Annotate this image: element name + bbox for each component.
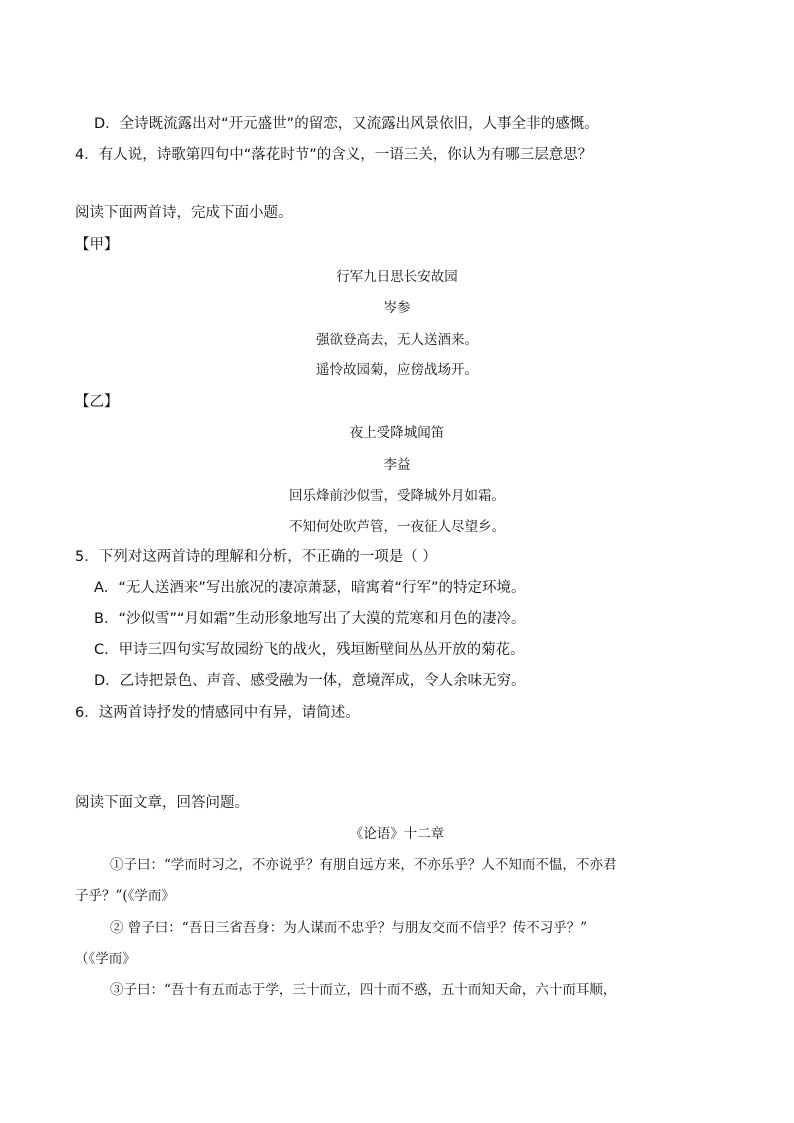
q5-option-d: D．乙诗把景色、声音、感受融为一体，意境浑成，令人余味无穷。 bbox=[94, 673, 526, 689]
lunyu-title: 《论语》十二章 bbox=[349, 826, 445, 842]
poem-jia-line-1: 强欲登高去，无人送酒来。 bbox=[316, 332, 478, 348]
poem-jia-author: 岑参 bbox=[383, 300, 411, 316]
poem-jia-title: 行军九日思长安故园 bbox=[336, 269, 458, 285]
poem-yi-title: 夜上受降城闻笛 bbox=[349, 425, 445, 441]
poem-yi-line-2: 不知何处吹芦管，一夜征人尽望乡。 bbox=[289, 519, 505, 535]
lunyu-p1-line-1: ①子曰：“学而时习之，不亦说乎？有朋自远方来，不亦乐乎？人不知而不愠，不亦君 bbox=[110, 857, 617, 873]
q5-option-a: A．“无人送酒来”写出旅况的凄凉萧瑟，暗寓着“行军”的特定环境。 bbox=[94, 580, 526, 596]
q5-option-c: C．甲诗三四句实写故园纷飞的战火，残垣断壁间丛丛开放的菊花。 bbox=[94, 642, 525, 658]
question-4: 4．有人说，诗歌第四句中“落花时节”的含义，一语三关，你认为有哪三层意思？ bbox=[75, 147, 593, 163]
lunyu-p2-line-2: （《学而》 bbox=[75, 951, 136, 967]
poem-yi-marker: 【乙】 bbox=[75, 394, 119, 410]
section-3-intro: 阅读下面文章，回答问题。 bbox=[75, 795, 249, 811]
lunyu-p2-line-1: ② 曾子曰：“吾日三省吾身：为人谋而不忠乎？与朋友交而不信乎？传不习乎？” bbox=[110, 920, 588, 936]
question-6: 6．这两首诗抒发的情感同中有异，请简述。 bbox=[75, 705, 360, 721]
lunyu-p1-line-2: 子乎？”(《学而》 bbox=[75, 888, 175, 904]
section-2-intro: 阅读下面两首诗，完成下面小题。 bbox=[75, 205, 293, 221]
q3-option-d: D．全诗既流露出对“开元盛世”的留恋，又流露出风景依旧，人事全非的感慨。 bbox=[94, 116, 599, 132]
poem-yi-line-1: 回乐烽前沙似雪，受降城外月如霜。 bbox=[289, 488, 505, 504]
question-5-stem: 5．下列对这两首诗的理解和分析，不正确的一项是（ ） bbox=[75, 549, 437, 565]
poem-jia-line-2: 遥怜故园菊，应傍战场开。 bbox=[316, 362, 478, 378]
q5-option-b: B．“沙似雪”“月如霜”生动形象地写出了大漠的荒寒和月色的凄冷。 bbox=[94, 611, 526, 627]
poem-jia-marker: 【甲】 bbox=[75, 237, 119, 253]
poem-yi-author: 李益 bbox=[383, 457, 411, 473]
lunyu-p3-line-1: ③子曰：“吾十有五而志于学，三十而立，四十而不惑，五十而知天命，六十而耳顺， bbox=[110, 982, 617, 998]
